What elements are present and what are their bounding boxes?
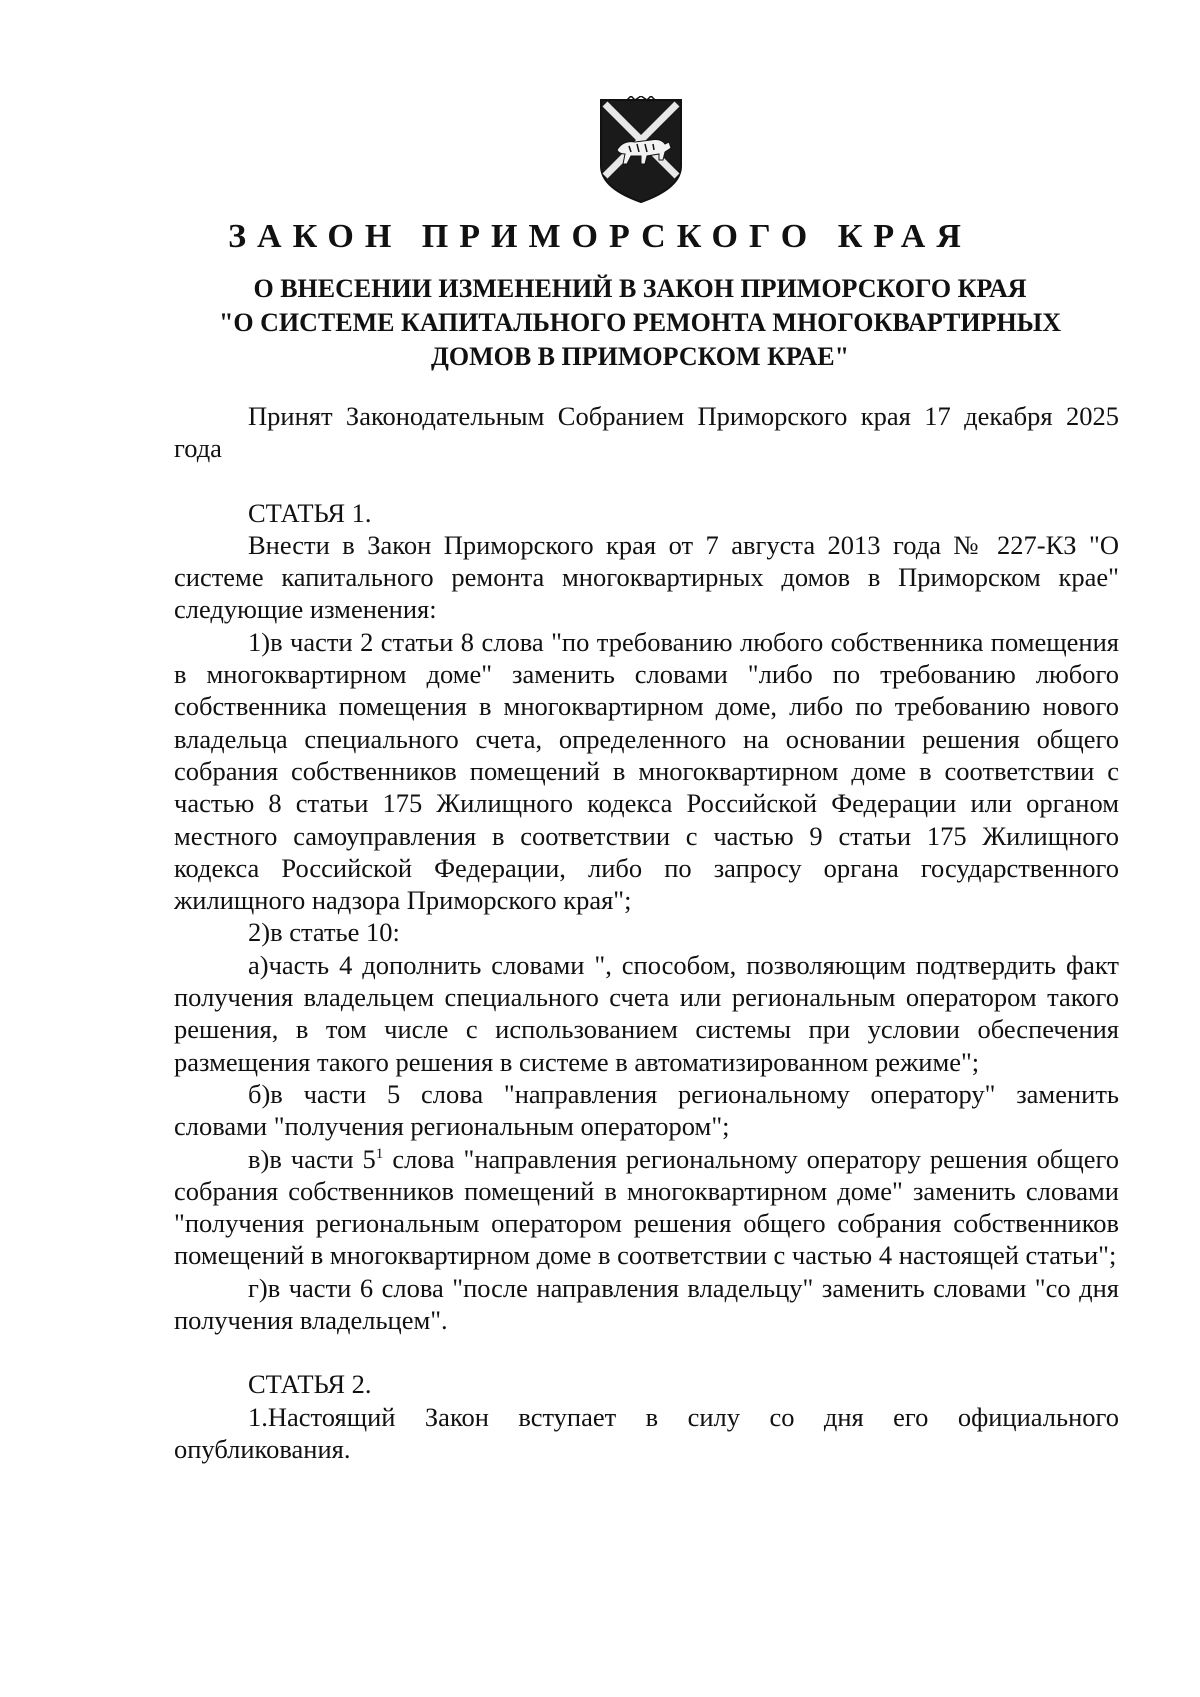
article-1-item-2v <box>174 1143 1119 1272</box>
item-2v-rest: слова "направления региональному оператору решения общего собрания собственников помещений в многоквартирном доме" заменить словами "получения региональным оператором решения общего собрания собственников помещений в многоквартирном доме в соответствии с частью 4 настоящей статьи"; <box>174 1143 1119 1271</box>
article-1-heading: СТАТЬЯ 1. <box>248 497 372 528</box>
adoption-note: Принят Законодательным Собранием Приморского края 17 декабря 2025 года <box>174 401 1119 464</box>
article-1-intro: Внести в Закон Приморского края от 7 августа 2013 года № 227-КЗ "О системе капитального ремонта многоквартирных домов в Приморском крае" следующие изменения: <box>174 529 1119 625</box>
item-2v-start: в)в части 5 <box>248 1143 376 1174</box>
subtitle-line-1: О ВНЕСЕНИИ ИЗМЕНЕНИЙ В ЗАКОН ПРИМОРСКОГО КРАЯ <box>253 274 1027 303</box>
law-title: ЗАКОН ПРИМОРСКОГО КРАЯ <box>228 218 972 255</box>
article-2-heading: СТАТЬЯ 2. <box>248 1369 372 1400</box>
article-1-item-2g: г)в части 6 слова "после направления владельцу" заменить словами "со дня получения владельцем". <box>174 1272 1119 1336</box>
primorsky-krai-coat-of-arms-icon <box>597 96 685 206</box>
law-body <box>174 400 1119 1465</box>
item-2v-superscript: 1 <box>375 1145 384 1162</box>
subtitle-line-3: ДОМОВ В ПРИМОРСКОМ КРАЕ" <box>430 342 850 371</box>
law-subtitle <box>160 272 1120 374</box>
article-1-item-2b: б)в части 5 слова "направления региональному оператору" заменить словами "получения региональным оператором"; <box>174 1078 1119 1142</box>
article-2-item-1: 1.Настоящий Закон вступает в силу со дня его официального опубликования. <box>174 1401 1119 1464</box>
article-1-item-2a: а)часть 4 дополнить словами ", способом, позволяющим подтвердить факт получения владельцем специального счета или региональным оператором такого решения, в том числе с использованием системы при условии обеспечения размещения такого решения в системе в автоматизированном режиме"; <box>174 949 1119 1077</box>
article-1-item-2: 2)в статье 10: <box>248 917 400 948</box>
article-1-item-1: 1)в части 2 статьи 8 слова "по требованию любого собственника помещения в многоквартирном доме" заменить словами "либо по требованию любого собственника помещения в многоквартирном доме, либо по требованию нового владельца специального счета, определенного на основании решения общего собрания собственников помещений в многоквартирном доме в соответствии с частью 8 статьи 175 Жилищного кодекса Российской Федерации или органом местного самоуправления в соответствии с частью 9 статьи 175 Жилищного кодекса Российской Федерации, либо по запросу органа государственного жилищного надзора Приморского края"; <box>174 626 1119 916</box>
subtitle-line-2: "О СИСТЕМЕ КАПИТАЛЬНОГО РЕМОНТА МНОГОКВАРТИРНЫХ <box>218 308 1062 337</box>
